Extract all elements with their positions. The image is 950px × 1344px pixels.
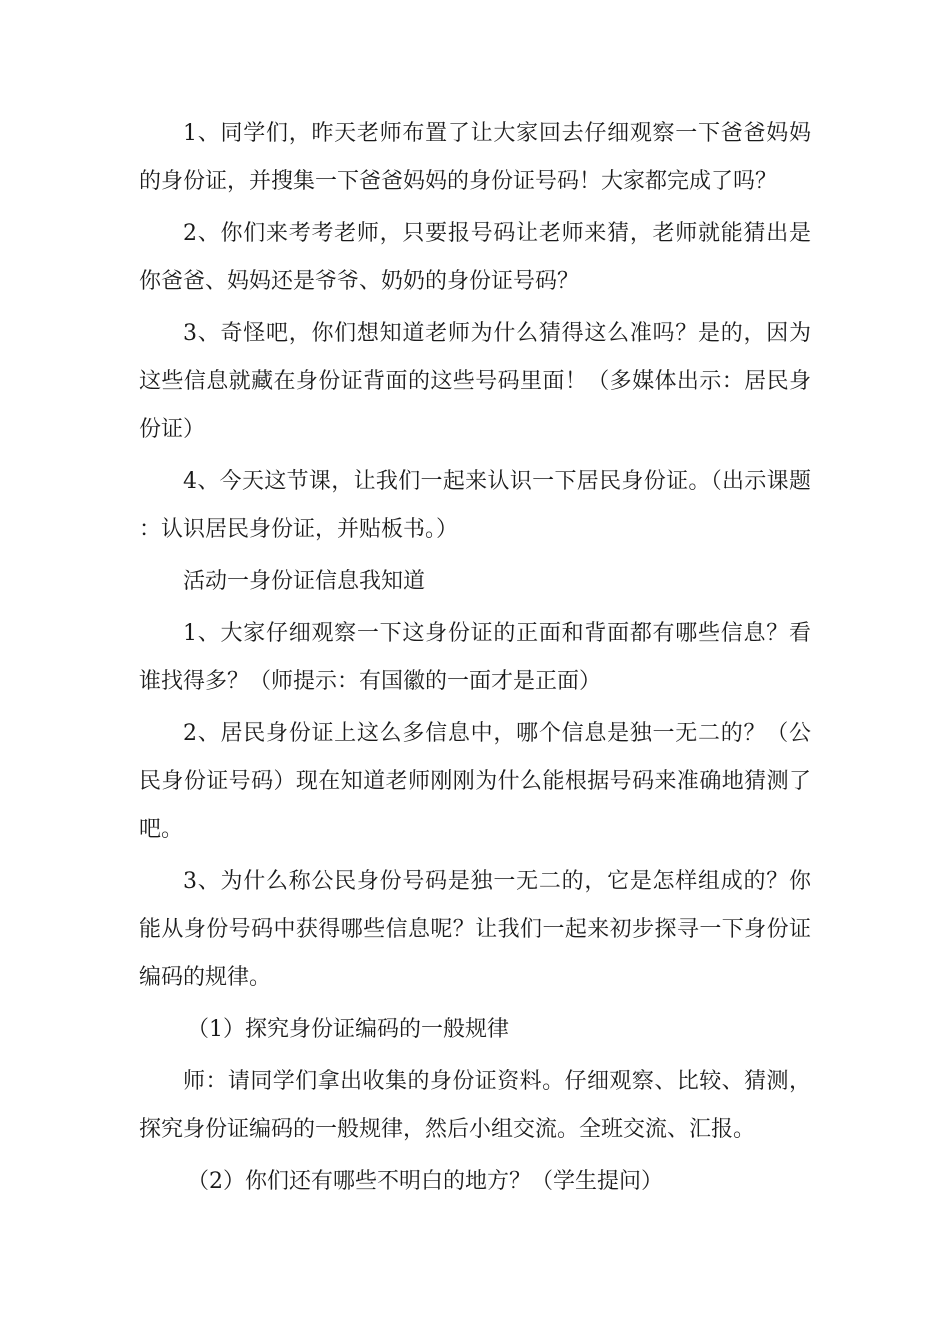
- subsection-heading-2: （2）你们还有哪些不明白的地方？（学生提问）: [187, 1169, 663, 1194]
- paragraph-5: 1、大家仔细观察一下这身份证的正面和背面都有哪些信息？看谁找得多？（师提示：有国徽的一面才是正面）: [139, 621, 811, 694]
- paragraph-2: 2、你们来考考老师，只要报号码让老师来猜，老师就能猜出是你爸爸、妈妈还是爷爷、奶奶的身份证号码？: [139, 221, 811, 294]
- activity-heading: 活动一身份证信息我知道: [183, 569, 426, 594]
- subsection-heading-1: （1）探究身份证编码的一般规律: [187, 1017, 509, 1042]
- paragraph-3: 3、奇怪吧，你们想知道老师为什么猜得这么准吗？是的，因为这些信息就藏在身份证背面的这些号码里面！（多媒体出示：居民身份证）: [139, 321, 811, 442]
- document-body: [139, 110, 811, 1210]
- paragraph-8: 师：请同学们拿出收集的身份证资料。仔细观察、比较、猜测，探究身份证编码的一般规律，然后小组交流。全班交流、汇报。: [139, 1069, 811, 1142]
- paragraph-7: 3、为什么称公民身份号码是独一无二的，它是怎样组成的？你能从身份号码中获得哪些信息呢？让我们一起来初步探寻一下身份证编码的规律。: [139, 869, 811, 990]
- paragraph-4: 4、今天这节课，让我们一起来认识一下居民身份证。（出示课题：认识居民身份证，并贴板书。）: [139, 469, 811, 542]
- paragraph-6: 2、居民身份证上这么多信息中，哪个信息是独一无二的？（公民身份证号码）现在知道老师刚刚为什么能根据号码来准确地猜测了吧。: [139, 721, 811, 842]
- paragraph-1: 1、同学们，昨天老师布置了让大家回去仔细观察一下爸爸妈妈的身份证，并搜集一下爸爸妈妈的身份证号码！大家都完成了吗？: [139, 121, 811, 194]
